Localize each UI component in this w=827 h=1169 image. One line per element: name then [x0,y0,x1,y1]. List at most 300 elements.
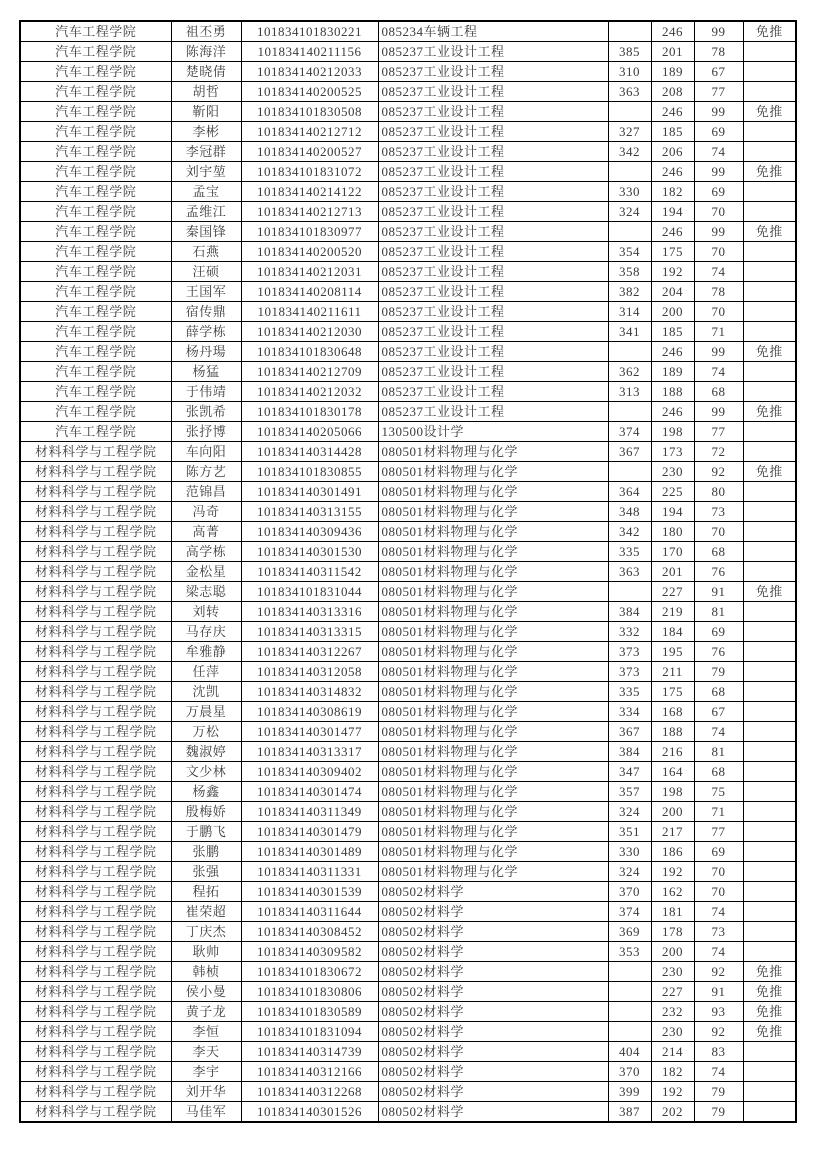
admission-note-cell: 免推 [743,1022,796,1042]
table-row [20,162,796,182]
major-cell: 085237工业设计工程 [378,302,608,322]
table-row [20,902,796,922]
student-id-cell: 101834101830977 [241,222,378,242]
total-score-cell: 79 [694,1082,743,1102]
total-score-cell: 70 [694,242,743,262]
major-cell: 080502材料学 [378,902,608,922]
admission-note-cell [743,882,796,902]
college-cell: 汽车工程学院 [20,202,171,222]
admission-note-cell [743,142,796,162]
major-cell: 080501材料物理与化学 [378,502,608,522]
total-score-cell: 76 [694,562,743,582]
retest-score-cell: 225 [651,482,694,502]
retest-score-cell: 200 [651,942,694,962]
initial-score-cell [608,402,651,422]
major-cell: 085237工业设计工程 [378,122,608,142]
student-name-cell: 石燕 [171,242,241,262]
student-name-cell: 李恒 [171,1022,241,1042]
student-id-cell: 101834140308619 [241,702,378,722]
student-id-cell: 101834101830178 [241,402,378,422]
student-name-cell: 车向阳 [171,442,241,462]
total-score-cell: 99 [694,222,743,242]
college-cell: 材料科学与工程学院 [20,582,171,602]
student-id-cell: 101834140314428 [241,442,378,462]
admission-note-cell [743,802,796,822]
major-cell: 085237工业设计工程 [378,242,608,262]
table-row [20,142,796,162]
table-row [20,922,796,942]
major-cell: 085237工业设计工程 [378,382,608,402]
student-name-cell: 韩桢 [171,962,241,982]
initial-score-cell: 384 [608,602,651,622]
major-cell: 080501材料物理与化学 [378,642,608,662]
total-score-cell: 67 [694,62,743,82]
total-score-cell: 79 [694,1102,743,1123]
total-score-cell: 83 [694,1042,743,1062]
student-name-cell: 秦国锋 [171,222,241,242]
student-id-cell: 101834140311542 [241,562,378,582]
initial-score-cell: 313 [608,382,651,402]
total-score-cell: 75 [694,782,743,802]
major-cell: 080501材料物理与化学 [378,482,608,502]
retest-score-cell: 198 [651,422,694,442]
major-cell: 085234车辆工程 [378,21,608,42]
major-cell: 080501材料物理与化学 [378,542,608,562]
total-score-cell: 74 [694,902,743,922]
table-row [20,482,796,502]
major-cell: 085237工业设计工程 [378,262,608,282]
admission-note-cell [743,602,796,622]
major-cell: 080502材料学 [378,1082,608,1102]
major-cell: 080502材料学 [378,1002,608,1022]
table-row [20,522,796,542]
college-cell: 材料科学与工程学院 [20,882,171,902]
major-cell: 080501材料物理与化学 [378,862,608,882]
initial-score-cell: 385 [608,42,651,62]
initial-score-cell: 324 [608,802,651,822]
initial-score-cell: 367 [608,442,651,462]
total-score-cell: 70 [694,882,743,902]
admission-note-cell [743,442,796,462]
college-cell: 汽车工程学院 [20,122,171,142]
admission-note-cell [743,42,796,62]
table-row [20,282,796,302]
initial-score-cell: 324 [608,202,651,222]
student-name-cell: 万松 [171,722,241,742]
college-cell: 材料科学与工程学院 [20,642,171,662]
initial-score-cell: 367 [608,722,651,742]
table-body [20,21,796,1122]
initial-score-cell: 369 [608,922,651,942]
student-name-cell: 殷梅娇 [171,802,241,822]
student-name-cell: 黄子龙 [171,1002,241,1022]
initial-score-cell: 332 [608,622,651,642]
student-id-cell: 101834140309436 [241,522,378,542]
initial-score-cell: 358 [608,262,651,282]
college-cell: 材料科学与工程学院 [20,902,171,922]
student-name-cell: 汪硕 [171,262,241,282]
college-cell: 材料科学与工程学院 [20,682,171,702]
retest-score-cell: 202 [651,1102,694,1123]
initial-score-cell: 324 [608,862,651,882]
initial-score-cell [608,1022,651,1042]
initial-score-cell: 347 [608,762,651,782]
retest-score-cell: 194 [651,502,694,522]
college-cell: 汽车工程学院 [20,21,171,42]
student-name-cell: 于鹏飞 [171,822,241,842]
initial-score-cell [608,962,651,982]
student-name-cell: 崔荣超 [171,902,241,922]
table-row [20,262,796,282]
student-id-cell: 101834140314832 [241,682,378,702]
college-cell: 材料科学与工程学院 [20,722,171,742]
major-cell: 080502材料学 [378,922,608,942]
table-row [20,242,796,262]
retest-score-cell: 173 [651,442,694,462]
retest-score-cell: 246 [651,162,694,182]
student-id-cell: 101834140311349 [241,802,378,822]
retest-score-cell: 230 [651,1022,694,1042]
college-cell: 材料科学与工程学院 [20,782,171,802]
retest-score-cell: 246 [651,222,694,242]
admission-note-cell [743,742,796,762]
table-row [20,662,796,682]
total-score-cell: 91 [694,582,743,602]
admission-note-cell [743,942,796,962]
total-score-cell: 74 [694,262,743,282]
total-score-cell: 71 [694,802,743,822]
admission-note-cell [743,362,796,382]
student-id-cell: 101834101830672 [241,962,378,982]
college-cell: 汽车工程学院 [20,222,171,242]
table-row [20,42,796,62]
retest-score-cell: 206 [651,142,694,162]
student-name-cell: 高学栋 [171,542,241,562]
major-cell: 085237工业设计工程 [378,282,608,302]
admission-note-cell [743,902,796,922]
retest-score-cell: 208 [651,82,694,102]
major-cell: 080501材料物理与化学 [378,842,608,862]
initial-score-cell: 351 [608,822,651,842]
initial-score-cell: 362 [608,362,651,382]
total-score-cell: 99 [694,21,743,42]
admission-note-cell [743,202,796,222]
student-name-cell: 沈凯 [171,682,241,702]
admission-note-cell [743,702,796,722]
total-score-cell: 81 [694,742,743,762]
student-name-cell: 楚晓倩 [171,62,241,82]
student-id-cell: 101834140313155 [241,502,378,522]
student-name-cell: 李宇 [171,1062,241,1082]
student-name-cell: 刘开华 [171,1082,241,1102]
college-cell: 材料科学与工程学院 [20,982,171,1002]
retest-score-cell: 162 [651,882,694,902]
student-id-cell: 101834140211611 [241,302,378,322]
total-score-cell: 73 [694,502,743,522]
table-row [20,582,796,602]
table-row [20,362,796,382]
admission-note-cell [743,382,796,402]
total-score-cell: 69 [694,622,743,642]
table-row [20,982,796,1002]
student-id-cell: 101834140200525 [241,82,378,102]
student-id-cell: 101834140301489 [241,842,378,862]
student-name-cell: 张鹏 [171,842,241,862]
admission-note-cell [743,722,796,742]
college-cell: 材料科学与工程学院 [20,702,171,722]
table-row [20,21,796,42]
college-cell: 汽车工程学院 [20,342,171,362]
retest-score-cell: 232 [651,1002,694,1022]
admission-note-cell: 免推 [743,162,796,182]
retest-score-cell: 170 [651,542,694,562]
admission-note-cell: 免推 [743,102,796,122]
total-score-cell: 78 [694,282,743,302]
student-id-cell: 101834140301491 [241,482,378,502]
student-id-cell: 101834101830806 [241,982,378,1002]
admission-note-cell [743,502,796,522]
college-cell: 材料科学与工程学院 [20,1102,171,1123]
student-id-cell: 101834101830508 [241,102,378,122]
major-cell: 080501材料物理与化学 [378,802,608,822]
table-row [20,742,796,762]
admission-note-cell: 免推 [743,342,796,362]
major-cell: 080502材料学 [378,1062,608,1082]
table-row [20,542,796,562]
retest-score-cell: 227 [651,982,694,1002]
total-score-cell: 74 [694,1062,743,1082]
admission-note-cell [743,542,796,562]
student-name-cell: 任萍 [171,662,241,682]
major-cell: 080502材料学 [378,1042,608,1062]
total-score-cell: 72 [694,442,743,462]
college-cell: 汽车工程学院 [20,322,171,342]
retest-score-cell: 201 [651,562,694,582]
college-cell: 材料科学与工程学院 [20,962,171,982]
major-cell: 080502材料学 [378,1022,608,1042]
table-row [20,102,796,122]
college-cell: 材料科学与工程学院 [20,1022,171,1042]
table-row [20,782,796,802]
retest-score-cell: 200 [651,302,694,322]
college-cell: 材料科学与工程学院 [20,522,171,542]
major-cell: 085237工业设计工程 [378,142,608,162]
admission-note-cell [743,1042,796,1062]
admission-note-cell: 免推 [743,222,796,242]
admission-note-cell [743,682,796,702]
college-cell: 汽车工程学院 [20,82,171,102]
table-row [20,682,796,702]
total-score-cell: 78 [694,42,743,62]
table-row [20,942,796,962]
total-score-cell: 69 [694,122,743,142]
major-cell: 085237工业设计工程 [378,182,608,202]
retest-score-cell: 246 [651,342,694,362]
student-name-cell: 杨猛 [171,362,241,382]
college-cell: 材料科学与工程学院 [20,862,171,882]
student-id-cell: 101834140212713 [241,202,378,222]
total-score-cell: 68 [694,382,743,402]
student-name-cell: 刘宇堃 [171,162,241,182]
retest-score-cell: 230 [651,962,694,982]
total-score-cell: 81 [694,602,743,622]
college-cell: 材料科学与工程学院 [20,822,171,842]
admission-note-cell [743,1102,796,1123]
total-score-cell: 70 [694,302,743,322]
total-score-cell: 67 [694,702,743,722]
initial-score-cell: 342 [608,522,651,542]
student-id-cell: 101834140301474 [241,782,378,802]
retest-score-cell: 184 [651,622,694,642]
table-row [20,602,796,622]
college-cell: 汽车工程学院 [20,102,171,122]
retest-score-cell: 175 [651,242,694,262]
initial-score-cell [608,222,651,242]
admission-note-cell [743,522,796,542]
student-name-cell: 牟雅静 [171,642,241,662]
initial-score-cell [608,462,651,482]
table-row [20,322,796,342]
major-cell: 080501材料物理与化学 [378,622,608,642]
college-cell: 材料科学与工程学院 [20,442,171,462]
student-name-cell: 高菁 [171,522,241,542]
student-name-cell: 张强 [171,862,241,882]
total-score-cell: 99 [694,402,743,422]
student-name-cell: 刘转 [171,602,241,622]
total-score-cell: 74 [694,142,743,162]
retest-score-cell: 246 [651,21,694,42]
student-id-cell: 101834140301530 [241,542,378,562]
student-id-cell: 101834140301479 [241,822,378,842]
retest-score-cell: 194 [651,202,694,222]
retest-score-cell: 188 [651,722,694,742]
college-cell: 汽车工程学院 [20,162,171,182]
major-cell: 080501材料物理与化学 [378,442,608,462]
admission-note-cell: 免推 [743,1002,796,1022]
major-cell: 080501材料物理与化学 [378,782,608,802]
major-cell: 080501材料物理与化学 [378,602,608,622]
total-score-cell: 77 [694,822,743,842]
retest-score-cell: 230 [651,462,694,482]
admission-note-cell [743,762,796,782]
student-id-cell: 101834140311644 [241,902,378,922]
student-name-cell: 李冠群 [171,142,241,162]
student-id-cell: 101834101831044 [241,582,378,602]
table-row [20,962,796,982]
college-cell: 材料科学与工程学院 [20,1002,171,1022]
admission-note-cell [743,822,796,842]
college-cell: 材料科学与工程学院 [20,622,171,642]
table-row [20,762,796,782]
major-cell: 085237工业设计工程 [378,162,608,182]
student-name-cell: 万晨星 [171,702,241,722]
retest-score-cell: 198 [651,782,694,802]
retest-score-cell: 246 [651,102,694,122]
initial-score-cell [608,982,651,1002]
initial-score-cell: 335 [608,682,651,702]
student-id-cell: 101834140211156 [241,42,378,62]
total-score-cell: 77 [694,82,743,102]
student-name-cell: 靳阳 [171,102,241,122]
table-row [20,862,796,882]
total-score-cell: 76 [694,642,743,662]
total-score-cell: 92 [694,1022,743,1042]
major-cell: 085237工业设计工程 [378,42,608,62]
retest-score-cell: 188 [651,382,694,402]
retest-score-cell: 185 [651,322,694,342]
student-id-cell: 101834140313317 [241,742,378,762]
college-cell: 汽车工程学院 [20,362,171,382]
table-row [20,202,796,222]
total-score-cell: 74 [694,362,743,382]
total-score-cell: 69 [694,842,743,862]
admission-note-cell [743,1062,796,1082]
table-row [20,842,796,862]
student-id-cell: 101834140312166 [241,1062,378,1082]
major-cell: 080502材料学 [378,882,608,902]
initial-score-cell [608,162,651,182]
college-cell: 汽车工程学院 [20,62,171,82]
admission-note-cell [743,282,796,302]
major-cell: 080501材料物理与化学 [378,822,608,842]
major-cell: 080501材料物理与化学 [378,662,608,682]
table-row [20,562,796,582]
table-row [20,1082,796,1102]
student-name-cell: 梁志聪 [171,582,241,602]
student-name-cell: 杨丹瑒 [171,342,241,362]
retest-score-cell: 246 [651,402,694,422]
initial-score-cell: 354 [608,242,651,262]
student-name-cell: 文少林 [171,762,241,782]
major-cell: 085237工业设计工程 [378,62,608,82]
table-row [20,622,796,642]
student-id-cell: 101834140205066 [241,422,378,442]
student-name-cell: 马存庆 [171,622,241,642]
initial-score-cell: 341 [608,322,651,342]
major-cell: 085237工业设计工程 [378,82,608,102]
student-id-cell: 101834140312058 [241,662,378,682]
college-cell: 材料科学与工程学院 [20,542,171,562]
college-cell: 材料科学与工程学院 [20,662,171,682]
student-name-cell: 孟宝 [171,182,241,202]
student-id-cell: 101834140301539 [241,882,378,902]
student-id-cell: 101834140312268 [241,1082,378,1102]
total-score-cell: 74 [694,722,743,742]
major-cell: 080501材料物理与化学 [378,722,608,742]
student-id-cell: 101834101830589 [241,1002,378,1022]
student-id-cell: 101834140212709 [241,362,378,382]
admission-note-cell [743,842,796,862]
table-row [20,182,796,202]
major-cell: 080501材料物理与化学 [378,562,608,582]
table-row [20,422,796,442]
student-name-cell: 陈海洋 [171,42,241,62]
major-cell: 080502材料学 [378,942,608,962]
total-score-cell: 92 [694,962,743,982]
major-cell: 080501材料物理与化学 [378,742,608,762]
admission-note-cell [743,322,796,342]
student-name-cell: 耿帅 [171,942,241,962]
initial-score-cell: 335 [608,542,651,562]
student-id-cell: 101834140301477 [241,722,378,742]
total-score-cell: 71 [694,322,743,342]
student-name-cell: 张抒博 [171,422,241,442]
retest-score-cell: 178 [651,922,694,942]
college-cell: 汽车工程学院 [20,282,171,302]
college-cell: 材料科学与工程学院 [20,482,171,502]
initial-score-cell: 327 [608,122,651,142]
college-cell: 材料科学与工程学院 [20,942,171,962]
